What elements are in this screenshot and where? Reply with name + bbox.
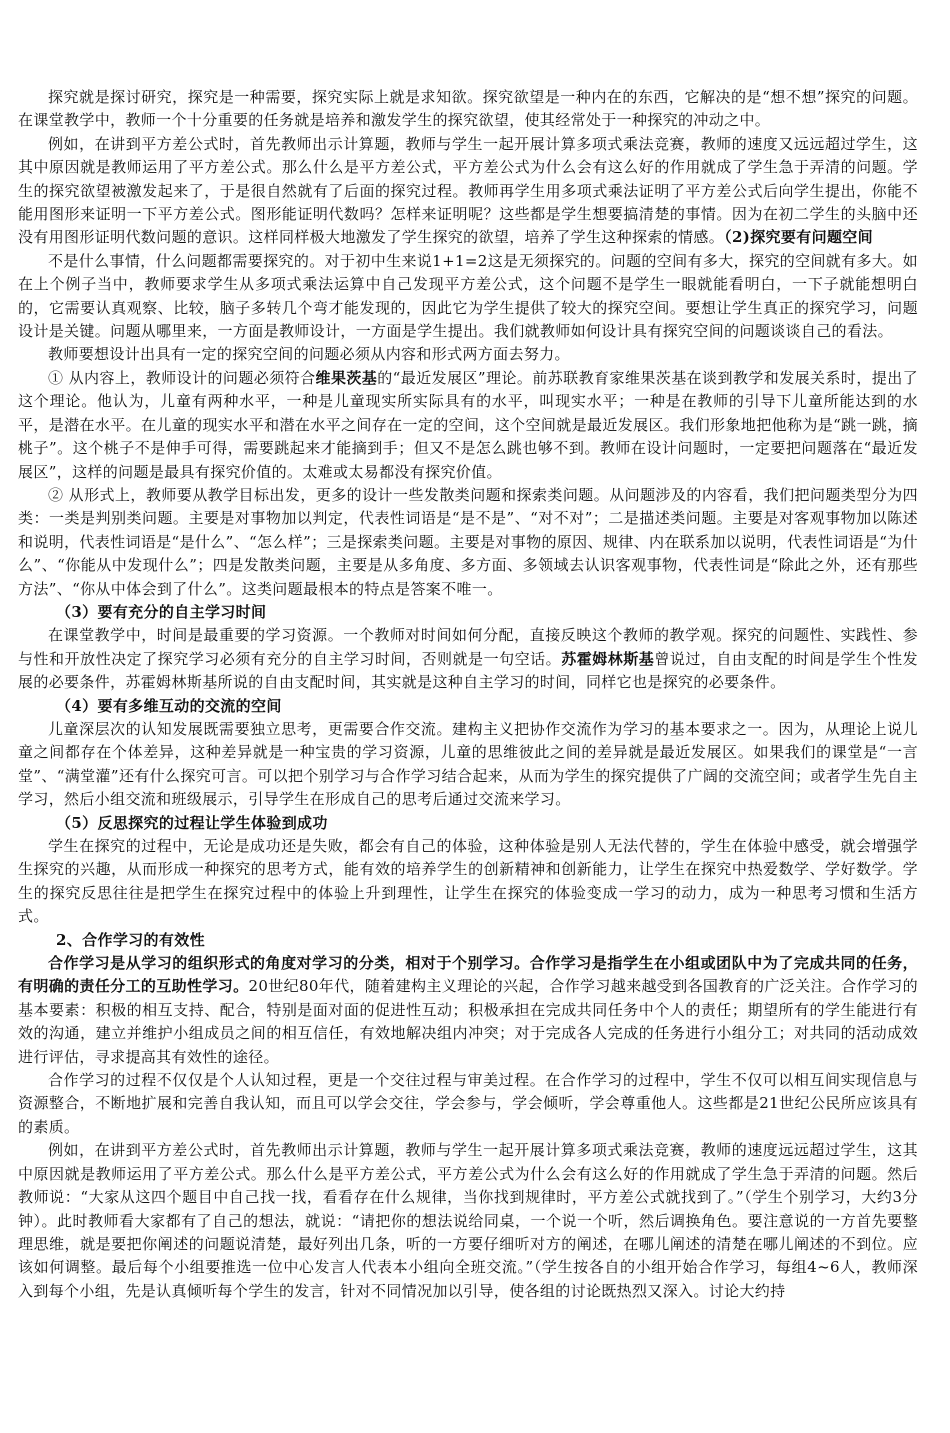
section-heading: （3）要有充分的自主学习时间 bbox=[56, 602, 267, 621]
section-heading: （5）反思探究的过程让学生体验到成功 bbox=[56, 813, 328, 832]
section-heading: （4）要有多维互动的交流的空间 bbox=[56, 696, 282, 715]
paragraph bbox=[18, 718, 918, 812]
paragraph-text: 的“最近发展区”理论。前苏联教育家维果茨基在谈到教学和发展关系时，提出了这个理论。他认为，儿童有两种水平，一种是儿童现实所实际具有的水平，叫现实水平；一种是在教师的引导下儿童所能达到的水平，是潜在水平。在儿童的现实水平和潜在水平之间存在一定的空间，这个空间就是最近发展区。我们形象地把他称为是“跳一跳，摘桃子”。这个桃子不是伸手可得，需要跳起来才能摘到手；但又不是怎么跳也够不到。教师在设计问题时，一定要把问题落在“最近发展区”，这样的问题是最具有探究价值的。太难或太易都没有探究价值。 bbox=[18, 368, 918, 481]
paragraph-text: 例如，在讲到平方差公式时，首先教师出示计算题，教师与学生一起开展计算多项式乘法竞赛，教师的速度又远远超过学生，这其中原因就是教师运用了平方差公式。那么什么是平方差公式，平方差公式为什么会有这么好的作用就成了学生急于弄清的问题。学生的探究欲望被激发起来了，于是很自然就有了后面的探究过程。教师再学生用多项式乘法证明了平方差公式后向学生提出，你能不能用图形来证明一下平方差公式。图形能证明代数吗？怎样来证明呢？这些都是学生想要搞清楚的事情。因为在初二学生的头脑中还没有用图形证明代数问题的意识。这样同样极大地激发了学生探究的欲望，培养了学生这种探索的情感。 bbox=[18, 134, 918, 247]
paragraph-text: 例如，在讲到平方差公式时，首先教师出示计算题，教师与学生一起开展计算多项式乘法竞赛，教师的速度远远超过学生，这其中原因就是教师运用了平方差公式。那么什么是平方差公式，平方差公式为什么会有这么好的作用就成了学生急于弄清的问题。然后教师说：“大家从这四个题目中自己找一找，看看存在什么规律，当你找到规律时，平方差公式就找到了。”（学生个别学习，大约3分钟）。此时教师看大家都有了自己的想法，就说：“请把你的想法说给同桌，一个说一个听，然后调换角色。要注意说的一方首先要整理思维，就是要把你阐述的问题说清楚，最好列出几条，听的一方要仔细听对方的阐述，在哪儿阐述的清楚在哪儿阐述的不到位。应该如何调整。最后每个小组要推选一位中心发言人代表本小组向全班交流。”（学生按各自的小组开始合作学习，每组4~6人，教师深入到每个小组，先是认真倾听每个学生的发言，针对不同情况加以引导，使各组的讨论既热烈又深入。讨论大约持 bbox=[18, 1141, 918, 1300]
paragraph bbox=[18, 1069, 918, 1139]
paragraph-text: ② 从形式上，教师要从教学目标出发，更多的设计一些发散类问题和探索类问题。从问题涉及的内容看，我们把问题类型分为四类：一类是判别类问题。主要是对事物加以判定，代表性词语是“是不是”、“对不对”；二是描述类问题。主要是对客观事物加以陈述和说明，代表性词语是“是什么”、“怎么样”；三是探索类问题。主要是对事物的原因、规律、内在联系加以说明，代表性词语是“为什么”、“你能从中发现什么”；四是发散类问题，主要是从多角度、多方面、多领域去认识客观事物，代表性词是“除此之外，还有那些方法”、“你从中体会到了什么”。这类问题最根本的特点是答案不唯一。 bbox=[18, 485, 918, 598]
paragraph-text: 儿童深层次的认知发展既需要独立思考，更需要合作交流。建构主义把协作交流作为学习的基本要求之一。因为，从理论上说儿童之间都存在个体差异，这种差异就是一种宝贵的学习资源，儿童的思维彼此之间的差异就是最近发展区。如果我们的课堂是“一言堂”、“满堂灌”还有什么探究可言。可以把个别学习与合作学习结合起来，从而为学生的探究提供了广阔的交流空间；或者学生先自主学习，然后小组交流和班级展示，引导学生在形成自己的思考后通过交流来学习。 bbox=[18, 719, 918, 809]
bold-name: 维果茨基 bbox=[315, 368, 378, 387]
paragraph bbox=[18, 367, 918, 484]
paragraph-text: 教师要想设计出具有一定的探究空间的问题必须从内容和形式两方面去努力。 bbox=[48, 345, 570, 364]
paragraph-text: 学生在探究的过程中，无论是成功还是失败，都会有自己的体验，这种体验是别人无法代替的，学生在体验中感受，就会增强学生探究的兴趣，从而形成一种探究的思考方式，能有效的培养学生的创新精神和创新能力，让学生在探究中热爱数学、学好数学。学生的探究反思往往是把学生在探究过程中的体验上升到理性，让学生在探究的体验变成一学习的动力，成为一种思考习惯和生活方式。 bbox=[18, 837, 918, 926]
paragraph-text: ① 从内容上，教师设计的问题必须符合 bbox=[48, 368, 316, 387]
paragraph bbox=[18, 484, 918, 601]
paragraph-text: 不是什么事情，什么问题都需要探究的。对于初中生来说1+1=2这是无须探究的。问题的空间有多大，探究的空间就有多大。如在上个例子当中，教师要求学生从多项式乘法运算中自己发现平方差公式，这个问题不是学生一眼就能看明白，一下子就能想明白的，它需要认真观察、比较，脑子多转几个弯才能发现的，因此它为学生提供了较大的探究空间。要想让学生真正的探究学习，问题设计是关键。问题从哪里来，一方面是教师设计，一方面是学生提出。我们就教师如何设计具有探究空间的问题谈谈自己的看法。 bbox=[18, 251, 918, 341]
paragraph-text: 探究就是探讨研究，探究是一种需要，探究实际上就是求知欲。探究欲望是一种内在的东西，它解决的是“想不想”探究的问题。在课堂教学中，教师一个十分重要的任务就是培养和激发学生的探究欲望，使其经常处于一种探究的冲动之中。 bbox=[18, 88, 918, 130]
paragraph bbox=[18, 343, 918, 366]
paragraph bbox=[18, 133, 918, 250]
paragraph bbox=[18, 1139, 918, 1303]
paragraph-text: 合作学习的过程不仅仅是个人认知过程，更是一个交往过程与审美过程。在合作学习的过程中，学生不仅可以相互间实现信息与资源整合，不断地扩展和完善自我认知，而且可以学会交往，学会参与，学会倾听，学会尊重他人。这些都是21世纪公民所应该具有的素质。 bbox=[18, 1071, 918, 1136]
paragraph bbox=[18, 835, 918, 929]
section-heading-inline: （2)探究要有问题空间 bbox=[724, 228, 873, 247]
paragraph bbox=[18, 86, 918, 133]
paragraph-text: 在课堂教学中，时间是最重要的学习资源。一个教师对时间如何分配，直接反映这个教师的教学观。探究的问题性、实践性、参与性和开放性决定了探究学习必须有充分的自主学习时间，否则就是一句空话。 bbox=[18, 626, 918, 668]
document-body bbox=[18, 86, 918, 1303]
paragraph-text: 曾说过，自由支配的时间是学生个性发展的必要条件，苏霍姆林斯基所说的自由支配时间，其实就是这种自主学习的时间，同样它也是探究的必要条件。 bbox=[18, 649, 918, 692]
paragraph-text: 20世纪80年代，随着建构主义理论的兴起，合作学习越来越受到各国教育的广泛关注。合作学习的基本要素：积极的相互支持、配合，特别是面对面的促进性互动；积极承担在完成共同任务中个人的责任；期望所有的学生能进行有效的沟通，建立并维护小组成员之间的相互信任，有效地解决组内冲突；对于完成各人完成的任务进行小组分工；对共同的活动成效进行评估，寻求提高其有效性的途径。 bbox=[18, 977, 918, 1066]
bold-definition: 合作学习是从学习的组织形式的角度对学习的分类，相对于个别学习。合作学习是指学生在小组或团队中为了完成共同的任务，有明确的责任分工的互助性学习。 bbox=[18, 954, 918, 996]
bold-name: 苏霍姆林斯基 bbox=[561, 649, 655, 668]
paragraph bbox=[18, 952, 918, 1069]
section-heading: 2、合作学习的有效性 bbox=[56, 930, 205, 949]
paragraph bbox=[18, 250, 918, 344]
paragraph bbox=[18, 624, 918, 694]
